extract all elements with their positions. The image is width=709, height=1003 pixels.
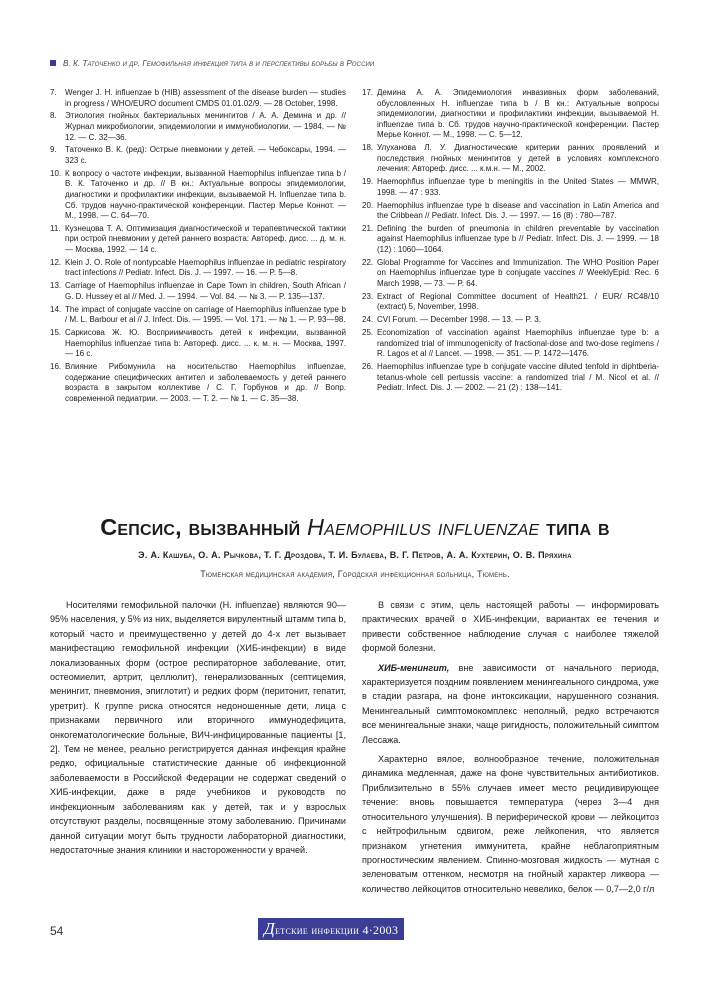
paragraph-text: вне зависимости от начального периода, характеризуется поздним появлением менингеального синдрома, уже в стадии разгара, на фоне интоксикации, нарушенного сознания. Менингеальный симптомокомплекс неполный, редко встречаются все менингеальные знаки, чаще ригидность, положительный симптом Лессажа. [362,662,659,745]
reference-item [50,328,346,360]
reference-text: Extract of Regional Committee document of Health21. / EUR/ RC48/10 (extract) 5, November, 1998. [377,291,659,312]
title-part-2: Haemophilus influenzae [307,514,540,540]
reference-text: Klein J. O. Role of nontypcable Haemophilus influenzae in pediatric respiratory tract infections // Pediatr. Infect. Dis. J. — 1997. — 16. — P. 5—8. [65,257,346,278]
page-number: 54 [50,924,64,938]
journal-name: етские инфекции 4·2003 [275,923,399,937]
article-affiliation: Тюменская медицинская академия, Городская инфекционная больница, Тюмень. [200,569,510,579]
title-part-3: типа в [539,514,610,540]
reference-text: Wenger J. H. influenzae b (HIB) assessment of the disease burden — studies in progress / WHO/EURO document CMDS 01.01.02/9. — 28 October, 1998. [65,88,346,108]
reference-number: 10. [50,168,62,178]
reference-number: 22. [362,257,374,267]
running-head [50,59,660,68]
body-right-column [362,598,659,901]
reference-item [50,362,346,404]
reference-item [362,224,659,256]
reference-text: Кузнецова Т. А. Оптимизация диагностической и терапевтической тактики при острой пневмонии у детей раннего возраста: Автореф. дисс. ... д. м. н. — Москва, 1992. — 14 с. [65,223,346,255]
reference-text: Haemophilus influenzae type b conjugate vaccine diluted tenfold in diphtberia-tetanus-whole cell pertussis vaccine: a randomized trial / M. Nicol et al. // Pediatr. Infect. Dis. J. — 2002. — 21 (2) : 138—141. [377,361,659,393]
reference-number: 19. [362,177,374,187]
reference-item [362,258,659,290]
reference-item [50,305,346,326]
reference-text: Влияние Рибомунила на носительство Haemophilus influenzae, содержание специфических антител и заболеваемость у детей раннего возраста в закрытом коллективе / С. Г. Горбунов и др. // Вопр. современной педиатрии. — 2003. — Т. 2. — № 1. — С. 35—38. [65,361,346,403]
reference-number: 7. [50,88,57,97]
reference-number: 18. [362,143,374,153]
reference-text: Carriage of Haemophilus influenzae in Cape Town in children, South African / G. D. Hussey et al // Med. J. — 1994. — Vol. 84. — № 3. — P. 135—137. [65,281,346,301]
reference-item [362,292,659,313]
reference-item [362,328,659,360]
reference-number: 24. [362,315,374,325]
reference-number: 15. [50,327,62,337]
body-paragraph [362,661,659,747]
reference-text: Саркисова Ж. Ю. Восприимчивость детей к инфекции, вызванной Haemophilus influenzae типа b: Автореф. дисс. ... к. м. н. — Москва, 1997. — 16 с. [65,327,346,359]
reference-item [50,169,346,222]
reference-text: The impact of conjugate vaccine on carriage of Haemophilus influenzae type b / M. L. Barbour et al // J. Infect. Dis. — 1995. — Vol. 171. — № 1. — P. 93—98. [65,304,346,325]
paragraph-lead: ХИБ-менингит, [378,662,450,673]
reference-number: 9. [50,145,57,155]
reference-text: Economization of vaccination against Haemophilus influenzae type b: a randomized trial of immunogenicity of fractional-dose and two-dose regimens / R. Lagos et al // Lancet. — 1998. — 351. — P. 1472—1476. [377,327,659,359]
reference-number: 16. [50,361,62,371]
reference-number: 17. [362,88,374,97]
reference-number: 25. [362,327,374,337]
reference-item [362,315,659,326]
title-part-1: Сепсис, вызванный [100,514,308,540]
body-paragraph: Носителями гемофильной палочки (H. influenzae) являются 90—95% населения, у 5% из них, выделяется вирулентный штамм типа b, который часто и преимущественно у детей до 4-х лет вызывает манифестацию гемофильной инфекции (ХИБ-инфекции) в виде локализованных форм (острое респираторное заболевание, отит, остеомиелит, артрит, целлюлит), генерализованных (септицемия, менингит, пневмония, эпиглотит) и редких форм (перитонит, гепатит, уретрит). К группе риска относятся недоношенные дети, лица с признаками первичного или вторичного иммунодефицита, онкогематологические больные, ВИЧ-инфицированные пациенты [1, 2]. Тем не менее, реально регистрируется данная инфекция крайне редко, официальные статистические данные об инфекционной заболеваемости в Российской Федерации не содержат сведений о ХИБ-инфекции, даже в ряде учебников и руководств по инфекционным заболеваниям как у детей, так и у взрослых отсутствуют разделы, посвященные этому заболеванию. Причинами данной ситуации могут быть трудности лабораторной диагностики, недостаточные знания клиники и настороженности у врачей. [50,600,346,855]
reference-number: 21. [362,223,374,233]
reference-text: CVI Forum. — December 1998. — 13. — P. 3. [377,315,541,325]
reference-text: К вопросу о частоте инфекции, вызванной Haemophilus influenzae типа b / В. К. Таточенко и др. // В кн.: Актуальные вопросы эпидемиологии, диагностики и профилактики инфекции, вызываемой H. Influenzae типа b. Сб. трудов научно-практической конференции. Пастер Мерье Коннот. — М., 1998. — С. 64—70. [65,168,346,221]
reference-text: Haemophflus influenzae type b meningitis in the United States — MMWR, 1998. — 47 : 933. [377,177,659,197]
reference-number: 12. [50,257,62,267]
reference-item [50,88,346,109]
reference-text: Таточенко В. К. (ред): Острые пневмонии у детей. — Чебоксары, 1994. — 323 с. [65,145,346,165]
reference-number: 13. [50,281,62,291]
reference-item [50,258,346,279]
reference-item [50,145,346,166]
reference-item [362,143,659,175]
reference-item [362,362,659,394]
journal-footer-badge [258,918,404,940]
reference-number: 26. [362,361,374,371]
article-authors: Э. А. Кашуба, О. А. Рычкова, Т. Г. Дроздова, Т. И. Булаева, В. Г. Петров, А. А. Кухтерин, О. В. Пряхина [138,550,572,560]
body-left-column [50,598,346,862]
reference-text: Демина А. А. Эпидемиология инвазивных форм заболеваний, обусловленных H. influenzae типа b / В кн.: Актуальные вопросы эпидемиологии, диагностики и профилактики инфекции, вызываемой H. influenzae типа b. Сб. трудов научно-практической конференции. Пастер Мерье Коннот. — М., 1998. — С. 5—12. [377,88,659,140]
reference-number: 8. [50,111,57,121]
reference-text: Haemophilus influenzae type b disease and vaccination in Latin America and the Cribbean // Pediatr. Infect. Dis. J. — 1997. — 16 (8) : 780—787. [377,200,659,221]
running-head-text: В. К. Таточенко и др. Гемофильная инфекция типа в и перспективы борьбы в России [63,59,375,68]
body-paragraph: Характерно вялое, волнообразное течение, положительная динамика медленная, даже на фоне чувствительных антибиотиков. Приблизительно в 55% случаев имеет место рецидивирующее течение: вновь повышается температура (через 3—4 дня относительного улучшения). В периферической крови — лейкоцитоз с нейтрофильным сдвигом, реже лейкопения, что является признаком угнетения иммунитета, крайне неблагоприятным прогностическим явлением. Спинно-мозговая жидкость — мутная с зеленоватым оттенком, несмотря на гнойный характер ликвора — количество лейкоцитов относительно невелико, белок — 0,7—2,0 г/л [362,754,659,894]
references-right-column [362,88,659,396]
body-paragraph: В связи с этим, цель настоящей работы — информировать практических врачей о ХИБ-инфекции, вариантах ее течения и привести собственное наблюдение случая с наиболее тяжелой формой болезни. [362,600,659,654]
reference-number: 23. [362,291,374,301]
reference-text: Global Programme for Vaccines and Immunization. The WHO Position Paper on Haemophilus influenzae type b conjugate vaccines // WeeklyEpid. Rec. 6 March 1998, — 73. — P. 64. [377,257,659,289]
reference-text: Этиология гнойных бактериальных менингитов / А. А. Демина и др. // Журнал микробиологии, эпидемиологии и иммунобиологии. — 1984. — № 12. — С. 32—36. [65,111,346,142]
reference-number: 14. [50,304,62,314]
reference-text: Улуханова Л. У. Диагностические критерии ранних проявлений и последствия гнойных менингитов у детей в условиях комплексного лечения: Автореф. дисс. ... к.м.н. — М., 2002. [377,143,659,174]
reference-item [50,224,346,256]
bullet-square-icon [50,60,56,66]
reference-item [50,281,346,302]
references-left-column [50,88,346,407]
reference-item [362,177,659,198]
reference-text: Defining the burden of pneumonia in children preventable by vaccination against Haemophilus influenzae type b // Pediatr. Infect. Dis. J. — 1999. — 18 (12) : 1060—1064. [377,223,659,255]
journal-initial: Д [264,919,276,938]
reference-item [362,88,659,141]
article-title [50,514,660,541]
reference-number: 11. [50,223,61,233]
reference-item [362,201,659,222]
reference-item [50,111,346,143]
reference-number: 20. [362,200,374,210]
